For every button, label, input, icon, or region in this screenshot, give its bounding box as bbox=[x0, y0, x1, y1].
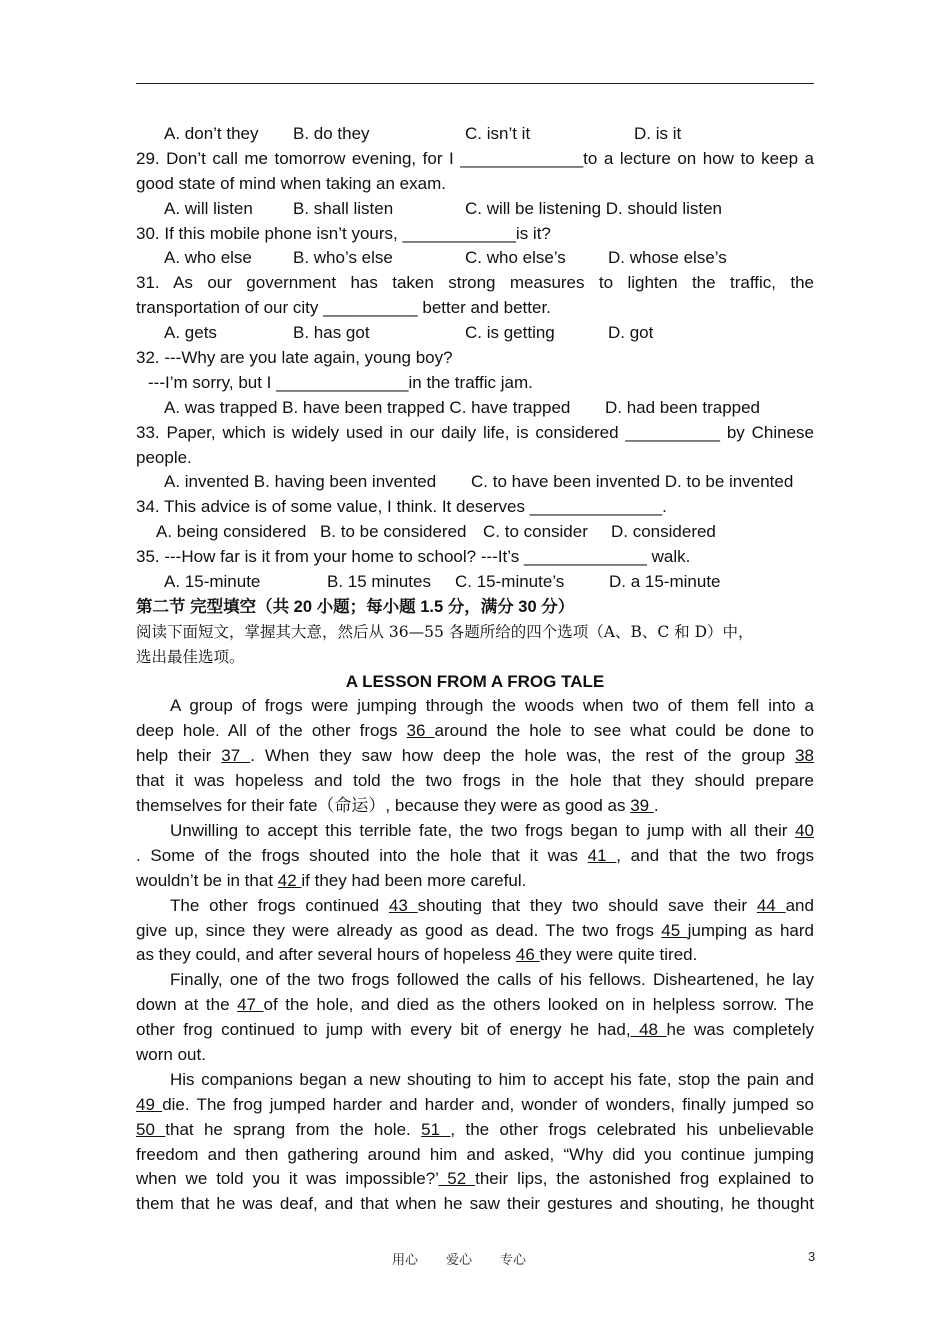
q31-option-b: B. has got bbox=[293, 323, 370, 343]
blank-40: 40 bbox=[795, 820, 814, 840]
q31-option-a: A. gets bbox=[164, 323, 217, 343]
q35-stem: 35. ---How far is it from your home to school? ---It’s _____________ walk. bbox=[136, 547, 691, 567]
blank-51: 51 bbox=[421, 1119, 451, 1139]
p5-line3: 50 that he sprang from the hole. 51 , the other frogs celebrated his unbelievable bbox=[136, 1119, 814, 1139]
q32-stem-line1: 32. ---Why are you late again, young boy? bbox=[136, 348, 453, 368]
section-instructions-line2: 选出最佳选项。 bbox=[136, 647, 245, 666]
p4-line4: worn out. bbox=[136, 1044, 206, 1064]
blank-44: 44 bbox=[756, 895, 786, 915]
q34-option-c: C. to consider bbox=[483, 522, 588, 542]
q34-stem: 34. This advice is of some value, I think. It deserves ______________. bbox=[136, 497, 667, 517]
p5-line4: freedom and then gathering around him and asked, “Why did you continue jumping bbox=[136, 1144, 814, 1164]
q34-option-d: D. considered bbox=[611, 522, 716, 542]
q34-options bbox=[136, 520, 814, 545]
blank-48: 48 bbox=[630, 1020, 667, 1040]
p5-line2: 49 die. The frog jumped harder and harder and, wonder of wonders, finally jumped so bbox=[136, 1094, 814, 1114]
blank-39: 39 bbox=[630, 796, 654, 816]
q33-stem-line1: 33. Paper, which is widely used in our daily life, is considered __________ by Chinese bbox=[136, 422, 814, 442]
blank-43: 43 bbox=[388, 895, 418, 915]
q29-stem-line1: 29. Don’t call me tomorrow evening, for I _____________to a lecture on how to keep a bbox=[136, 148, 814, 168]
p3-line1: The other frogs continued 43 shouting that they two should save their 44 and bbox=[170, 895, 814, 915]
footer-word-1: 用心 bbox=[392, 1253, 419, 1268]
p1-line4: that it was hopeless and told the two frogs in the hole that they should prepare bbox=[136, 771, 814, 791]
blank-47: 47 bbox=[237, 995, 264, 1015]
blank-50: 50 bbox=[136, 1119, 166, 1139]
q30-option-a: A. who else bbox=[164, 248, 252, 268]
page-body bbox=[136, 122, 814, 1217]
p4-line2: down at the 47 of the hole, and died as the others looked on in helpless sorrow. The bbox=[136, 995, 814, 1015]
q32-option-abc: A. was trapped B. have been trapped C. have trapped bbox=[164, 397, 571, 417]
q30-options bbox=[136, 246, 814, 271]
q30-stem: 30. If this mobile phone isn’t yours, ____________is it? bbox=[136, 223, 551, 243]
section-heading: 第二节 完型填空（共 20 小题；每小题 1.5 分，满分 30 分） bbox=[136, 597, 575, 616]
q29-option-b: B. shall listen bbox=[293, 198, 394, 218]
blank-36: 36 bbox=[406, 721, 435, 741]
p1-line2: deep hole. All of the other frogs 36 around the hole to see what could be done to bbox=[136, 721, 814, 741]
p2-line3: wouldn’t be in that 42 if they had been more careful. bbox=[136, 870, 527, 890]
p5-line6: them that he was deaf, and that when he saw their gestures and shouting, he thought bbox=[136, 1194, 814, 1214]
q32-option-d: D. had been trapped bbox=[605, 397, 761, 417]
blank-38: 38 bbox=[795, 746, 814, 766]
page-footer bbox=[0, 1249, 950, 1269]
q35-option-d: D. a 15-minute bbox=[609, 572, 721, 592]
q31-stem-line1: 31. As our government has taken strong measures to lighten the traffic, the bbox=[136, 273, 814, 293]
blank-52: 52 bbox=[438, 1169, 476, 1189]
p4-line1: Finally, one of the two frogs followed the calls of his fellows. Disheartened, he lay bbox=[170, 970, 814, 990]
blank-37: 37 bbox=[221, 746, 251, 766]
p1-line3: help their 37 . When they saw how deep the hole was, the rest of the group 38 bbox=[136, 746, 814, 766]
blank-46: 46 bbox=[515, 945, 540, 965]
q31-option-d: D. got bbox=[608, 323, 654, 343]
q33-stem-line2: people. bbox=[136, 447, 192, 467]
q31-option-c: C. is getting bbox=[465, 323, 555, 343]
q35-option-b: B. 15 minutes bbox=[327, 572, 431, 592]
q29-option-cd: C. will be listening D. should listen bbox=[465, 198, 723, 218]
q30-option-b: B. who’s else bbox=[293, 248, 393, 268]
blank-42: 42 bbox=[277, 870, 302, 890]
q30-option-c: C. who else’s bbox=[465, 248, 566, 268]
q33-options bbox=[136, 470, 814, 495]
q31-stem-line2: transportation of our city __________ better and better. bbox=[136, 298, 551, 318]
q35-options bbox=[136, 570, 814, 595]
q30-option-d: D. whose else’s bbox=[608, 248, 727, 268]
section-instructions-line1: 阅读下面短文，掌握其大意，然后从 36—55 各题所给的四个选项（A、B、C 和 D）中， bbox=[136, 622, 754, 641]
p4-line3: other frog continued to jump with every bit of energy he had, 48 he was completely bbox=[136, 1020, 814, 1040]
q33-option-ab: A. invented B. having been invented bbox=[164, 472, 437, 492]
p5-line1: His companions began a new shouting to him to accept his fate, stop the pain and bbox=[170, 1069, 814, 1089]
blank-45: 45 bbox=[661, 920, 688, 940]
q29-options bbox=[136, 197, 814, 222]
footer-word-3: 专心 bbox=[500, 1253, 527, 1268]
p1-line1: A group of frogs were jumping through the woods when two of them fell into a bbox=[170, 696, 814, 716]
p1-line5: themselves for their fate（命运）, because they were as good as 39 . bbox=[136, 796, 659, 816]
q29-option-a: A. will listen bbox=[164, 198, 253, 218]
p2-line1: Unwilling to accept this terrible fate, the two frogs began to jump with all their 40 bbox=[170, 820, 814, 840]
blank-49: 49 bbox=[136, 1094, 163, 1114]
q31-options bbox=[136, 321, 814, 346]
q28-options bbox=[136, 122, 814, 147]
q29-stem-line2: good state of mind when taking an exam. bbox=[136, 173, 446, 193]
header-rule bbox=[136, 83, 814, 84]
p5-line5: when we told you it was impossible?’ 52 their lips, the astonished frog explained to bbox=[136, 1169, 814, 1189]
p3-line3: as they could, and after several hours of hopeless 46 they were quite tired. bbox=[136, 945, 698, 965]
p2-line2: . Some of the frogs shouted into the hole that it was 41 , and that the two frogs bbox=[136, 845, 814, 865]
q28-option-d: D. is it bbox=[634, 124, 682, 143]
q35-option-a: A. 15-minute bbox=[164, 572, 261, 592]
p3-line2: give up, since they were already as good as dead. The two frogs 45 jumping as hard bbox=[136, 920, 814, 940]
blank-41: 41 bbox=[587, 845, 617, 865]
footer-motto bbox=[392, 1249, 554, 1268]
q28-option-a: A. don’t they bbox=[164, 124, 259, 143]
q34-option-a: A. being considered bbox=[156, 522, 307, 542]
page-number: 3 bbox=[808, 1249, 816, 1264]
q32-options bbox=[136, 396, 814, 421]
q28-option-b: B. do they bbox=[293, 124, 370, 143]
q33-option-cd: C. to have been invented D. to be invented bbox=[471, 472, 794, 492]
q32-stem-line2: ---I’m sorry, but I ______________in the traffic jam. bbox=[148, 372, 533, 392]
q34-option-b: B. to be considered bbox=[320, 522, 467, 542]
passage-title: A LESSON FROM A FROG TALE bbox=[345, 671, 605, 691]
q35-option-c: C. 15-minute’s bbox=[455, 572, 565, 592]
q28-option-c: C. isn’t it bbox=[465, 124, 531, 143]
footer-word-2: 爱心 bbox=[446, 1253, 473, 1268]
